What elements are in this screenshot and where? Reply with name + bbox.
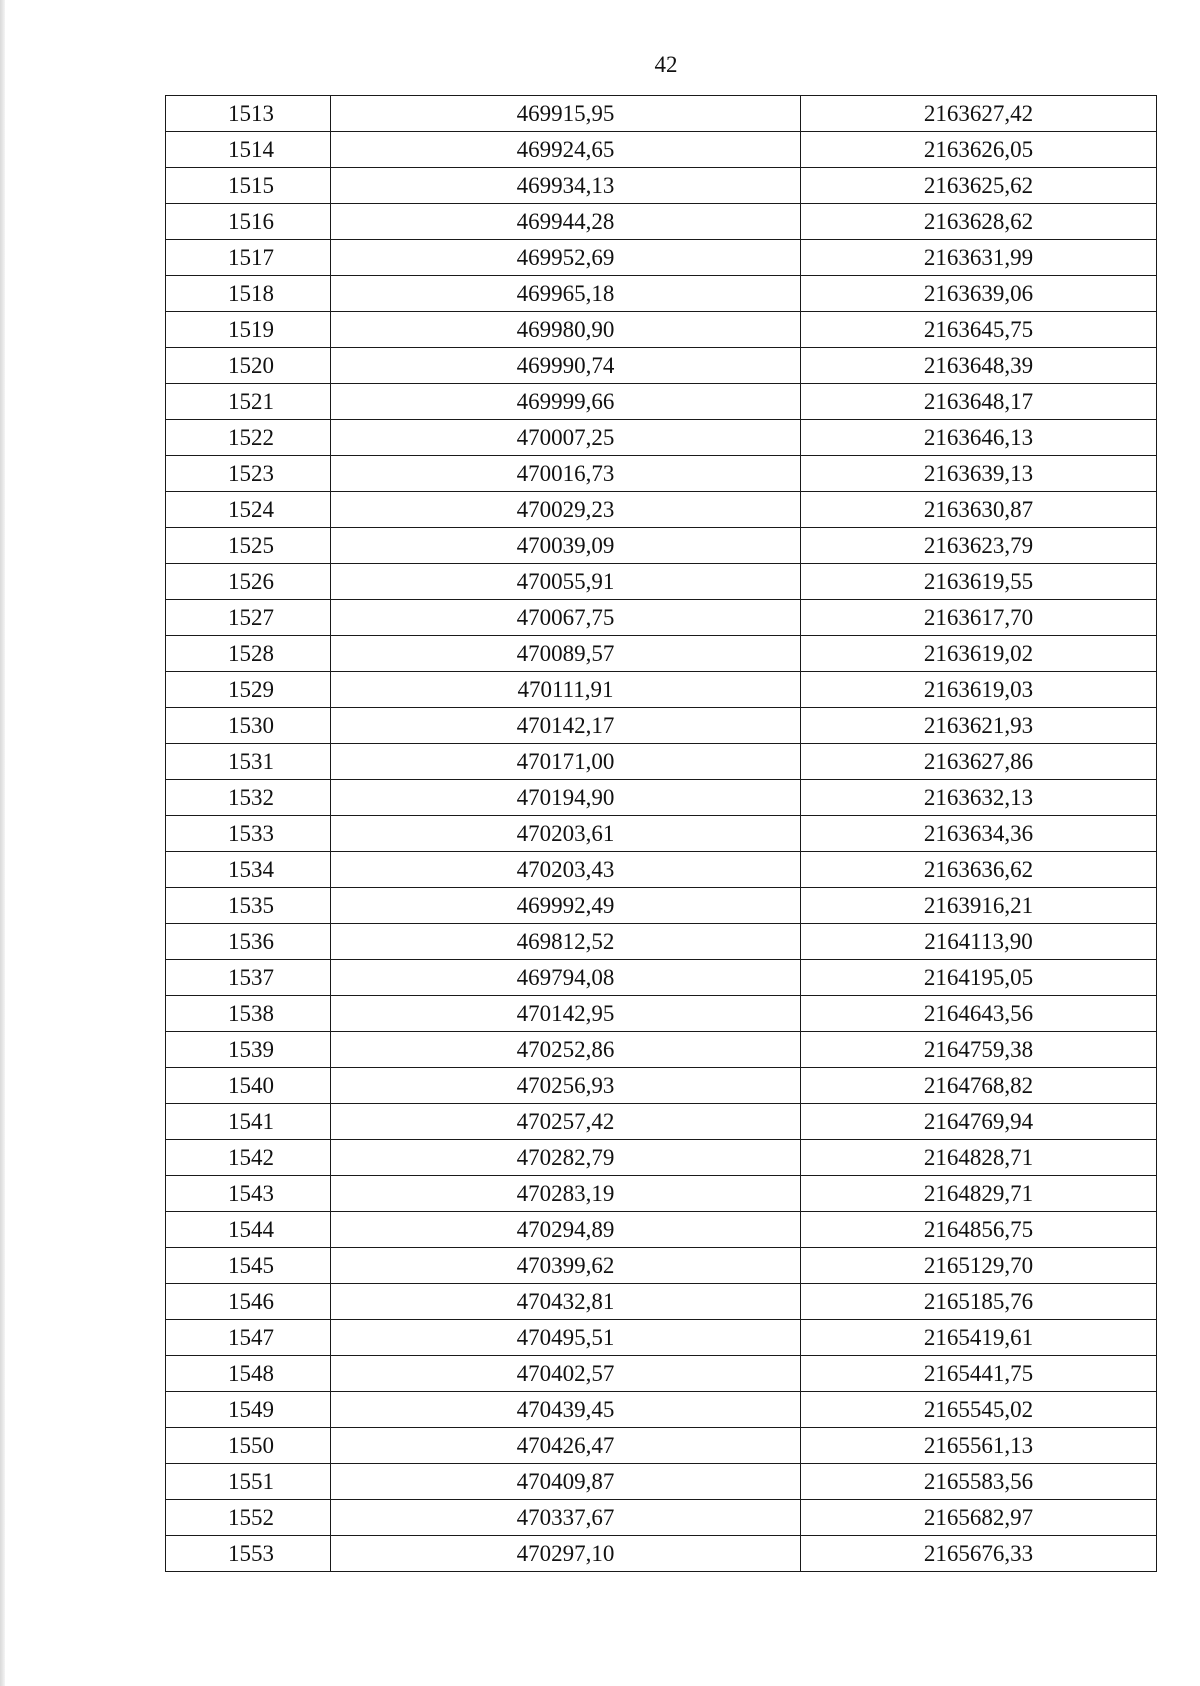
table-row	[166, 1320, 1157, 1356]
point-number-cell: 1538	[166, 996, 331, 1032]
y-coordinate-cell: 2163648,39	[801, 348, 1157, 384]
x-coordinate-cell: 470142,17	[331, 708, 801, 744]
y-coordinate-cell: 2163916,21	[801, 888, 1157, 924]
x-coordinate-cell: 470067,75	[331, 600, 801, 636]
table-row	[166, 1536, 1157, 1572]
point-number-cell: 1552	[166, 1500, 331, 1536]
y-coordinate-cell: 2165682,97	[801, 1500, 1157, 1536]
coordinates-table-body	[166, 96, 1157, 1572]
y-coordinate-cell: 2163621,93	[801, 708, 1157, 744]
table-row	[166, 1068, 1157, 1104]
y-coordinate-cell: 2164195,05	[801, 960, 1157, 996]
x-coordinate-cell: 469965,18	[331, 276, 801, 312]
x-coordinate-cell: 470111,91	[331, 672, 801, 708]
point-number-cell: 1551	[166, 1464, 331, 1500]
coordinates-table	[165, 95, 1157, 1572]
table-row	[166, 780, 1157, 816]
table-row	[166, 1104, 1157, 1140]
x-coordinate-cell: 469952,69	[331, 240, 801, 276]
y-coordinate-cell: 2163626,05	[801, 132, 1157, 168]
point-number-cell: 1539	[166, 1032, 331, 1068]
y-coordinate-cell: 2165583,56	[801, 1464, 1157, 1500]
y-coordinate-cell: 2163645,75	[801, 312, 1157, 348]
table-row	[166, 816, 1157, 852]
x-coordinate-cell: 470142,95	[331, 996, 801, 1032]
point-number-cell: 1531	[166, 744, 331, 780]
table-row	[166, 1248, 1157, 1284]
point-number-cell: 1550	[166, 1428, 331, 1464]
y-coordinate-cell: 2165185,76	[801, 1284, 1157, 1320]
y-coordinate-cell: 2163617,70	[801, 600, 1157, 636]
table-row	[166, 1176, 1157, 1212]
y-coordinate-cell: 2165441,75	[801, 1356, 1157, 1392]
y-coordinate-cell: 2163639,06	[801, 276, 1157, 312]
x-coordinate-cell: 470399,62	[331, 1248, 801, 1284]
point-number-cell: 1540	[166, 1068, 331, 1104]
point-number-cell: 1532	[166, 780, 331, 816]
point-number-cell: 1536	[166, 924, 331, 960]
table-row	[166, 924, 1157, 960]
y-coordinate-cell: 2163627,86	[801, 744, 1157, 780]
y-coordinate-cell: 2165129,70	[801, 1248, 1157, 1284]
point-number-cell: 1526	[166, 564, 331, 600]
x-coordinate-cell: 470252,86	[331, 1032, 801, 1068]
table-row	[166, 1392, 1157, 1428]
x-coordinate-cell: 470294,89	[331, 1212, 801, 1248]
x-coordinate-cell: 469944,28	[331, 204, 801, 240]
table-row	[166, 384, 1157, 420]
x-coordinate-cell: 470402,57	[331, 1356, 801, 1392]
y-coordinate-cell: 2164769,94	[801, 1104, 1157, 1140]
x-coordinate-cell: 469915,95	[331, 96, 801, 132]
table-row	[166, 492, 1157, 528]
table-row	[166, 1428, 1157, 1464]
x-coordinate-cell: 470297,10	[331, 1536, 801, 1572]
y-coordinate-cell: 2164759,38	[801, 1032, 1157, 1068]
point-number-cell: 1521	[166, 384, 331, 420]
point-number-cell: 1534	[166, 852, 331, 888]
x-coordinate-cell: 470257,42	[331, 1104, 801, 1140]
x-coordinate-cell: 470029,23	[331, 492, 801, 528]
x-coordinate-cell: 469934,13	[331, 168, 801, 204]
table-row	[166, 312, 1157, 348]
table-row	[166, 420, 1157, 456]
point-number-cell: 1546	[166, 1284, 331, 1320]
table-row	[166, 348, 1157, 384]
x-coordinate-cell: 469924,65	[331, 132, 801, 168]
x-coordinate-cell: 470194,90	[331, 780, 801, 816]
y-coordinate-cell: 2163630,87	[801, 492, 1157, 528]
point-number-cell: 1535	[166, 888, 331, 924]
point-number-cell: 1549	[166, 1392, 331, 1428]
y-coordinate-cell: 2164643,56	[801, 996, 1157, 1032]
y-coordinate-cell: 2165545,02	[801, 1392, 1157, 1428]
table-row	[166, 600, 1157, 636]
table-row	[166, 744, 1157, 780]
y-coordinate-cell: 2163619,55	[801, 564, 1157, 600]
table-row	[166, 1500, 1157, 1536]
point-number-cell: 1545	[166, 1248, 331, 1284]
table-row	[166, 240, 1157, 276]
table-row	[166, 276, 1157, 312]
point-number-cell: 1519	[166, 312, 331, 348]
x-coordinate-cell: 470426,47	[331, 1428, 801, 1464]
x-coordinate-cell: 470203,43	[331, 852, 801, 888]
table-row	[166, 1284, 1157, 1320]
table-row	[166, 636, 1157, 672]
table-row	[166, 96, 1157, 132]
y-coordinate-cell: 2163619,03	[801, 672, 1157, 708]
table-row	[166, 960, 1157, 996]
point-number-cell: 1517	[166, 240, 331, 276]
x-coordinate-cell: 469992,49	[331, 888, 801, 924]
point-number-cell: 1524	[166, 492, 331, 528]
table-row	[166, 132, 1157, 168]
point-number-cell: 1528	[166, 636, 331, 672]
point-number-cell: 1543	[166, 1176, 331, 1212]
y-coordinate-cell: 2163631,99	[801, 240, 1157, 276]
point-number-cell: 1518	[166, 276, 331, 312]
y-coordinate-cell: 2165676,33	[801, 1536, 1157, 1572]
y-coordinate-cell: 2165561,13	[801, 1428, 1157, 1464]
y-coordinate-cell: 2163634,36	[801, 816, 1157, 852]
y-coordinate-cell: 2163623,79	[801, 528, 1157, 564]
x-coordinate-cell: 470171,00	[331, 744, 801, 780]
y-coordinate-cell: 2164828,71	[801, 1140, 1157, 1176]
x-coordinate-cell: 469794,08	[331, 960, 801, 996]
x-coordinate-cell: 470007,25	[331, 420, 801, 456]
x-coordinate-cell: 469999,66	[331, 384, 801, 420]
x-coordinate-cell: 470256,93	[331, 1068, 801, 1104]
table-row	[166, 1356, 1157, 1392]
point-number-cell: 1544	[166, 1212, 331, 1248]
table-row	[166, 528, 1157, 564]
x-coordinate-cell: 470495,51	[331, 1320, 801, 1356]
table-row	[166, 564, 1157, 600]
point-number-cell: 1514	[166, 132, 331, 168]
point-number-cell: 1522	[166, 420, 331, 456]
table-row	[166, 996, 1157, 1032]
y-coordinate-cell: 2163627,42	[801, 96, 1157, 132]
point-number-cell: 1516	[166, 204, 331, 240]
table-row	[166, 456, 1157, 492]
y-coordinate-cell: 2164768,82	[801, 1068, 1157, 1104]
point-number-cell: 1537	[166, 960, 331, 996]
point-number-cell: 1541	[166, 1104, 331, 1140]
point-number-cell: 1533	[166, 816, 331, 852]
point-number-cell: 1553	[166, 1536, 331, 1572]
page-number: 42	[654, 52, 678, 77]
y-coordinate-cell: 2163625,62	[801, 168, 1157, 204]
x-coordinate-cell: 470055,91	[331, 564, 801, 600]
x-coordinate-cell: 469990,74	[331, 348, 801, 384]
point-number-cell: 1523	[166, 456, 331, 492]
x-coordinate-cell: 470039,09	[331, 528, 801, 564]
y-coordinate-cell: 2164856,75	[801, 1212, 1157, 1248]
y-coordinate-cell: 2163648,17	[801, 384, 1157, 420]
table-row	[166, 1032, 1157, 1068]
x-coordinate-cell: 469980,90	[331, 312, 801, 348]
x-coordinate-cell: 470283,19	[331, 1176, 801, 1212]
x-coordinate-cell: 470203,61	[331, 816, 801, 852]
x-coordinate-cell: 470439,45	[331, 1392, 801, 1428]
point-number-cell: 1525	[166, 528, 331, 564]
scan-edge	[0, 0, 5, 1686]
x-coordinate-cell: 469812,52	[331, 924, 801, 960]
table-row	[166, 168, 1157, 204]
y-coordinate-cell: 2165419,61	[801, 1320, 1157, 1356]
y-coordinate-cell: 2163646,13	[801, 420, 1157, 456]
point-number-cell: 1515	[166, 168, 331, 204]
y-coordinate-cell: 2163636,62	[801, 852, 1157, 888]
point-number-cell: 1520	[166, 348, 331, 384]
point-number-cell: 1548	[166, 1356, 331, 1392]
table-row	[166, 852, 1157, 888]
y-coordinate-cell: 2164113,90	[801, 924, 1157, 960]
point-number-cell: 1529	[166, 672, 331, 708]
x-coordinate-cell: 470016,73	[331, 456, 801, 492]
x-coordinate-cell: 470282,79	[331, 1140, 801, 1176]
table-row	[166, 1464, 1157, 1500]
y-coordinate-cell: 2163639,13	[801, 456, 1157, 492]
y-coordinate-cell: 2163632,13	[801, 780, 1157, 816]
y-coordinate-cell: 2164829,71	[801, 1176, 1157, 1212]
point-number-cell: 1547	[166, 1320, 331, 1356]
x-coordinate-cell: 470337,67	[331, 1500, 801, 1536]
x-coordinate-cell: 470089,57	[331, 636, 801, 672]
y-coordinate-cell: 2163628,62	[801, 204, 1157, 240]
y-coordinate-cell: 2163619,02	[801, 636, 1157, 672]
table-row	[166, 1140, 1157, 1176]
table-row	[166, 204, 1157, 240]
point-number-cell: 1513	[166, 96, 331, 132]
table-row	[166, 1212, 1157, 1248]
x-coordinate-cell: 470432,81	[331, 1284, 801, 1320]
point-number-cell: 1527	[166, 600, 331, 636]
table-row	[166, 888, 1157, 924]
point-number-cell: 1542	[166, 1140, 331, 1176]
table-row	[166, 672, 1157, 708]
table-row	[166, 708, 1157, 744]
x-coordinate-cell: 470409,87	[331, 1464, 801, 1500]
point-number-cell: 1530	[166, 708, 331, 744]
